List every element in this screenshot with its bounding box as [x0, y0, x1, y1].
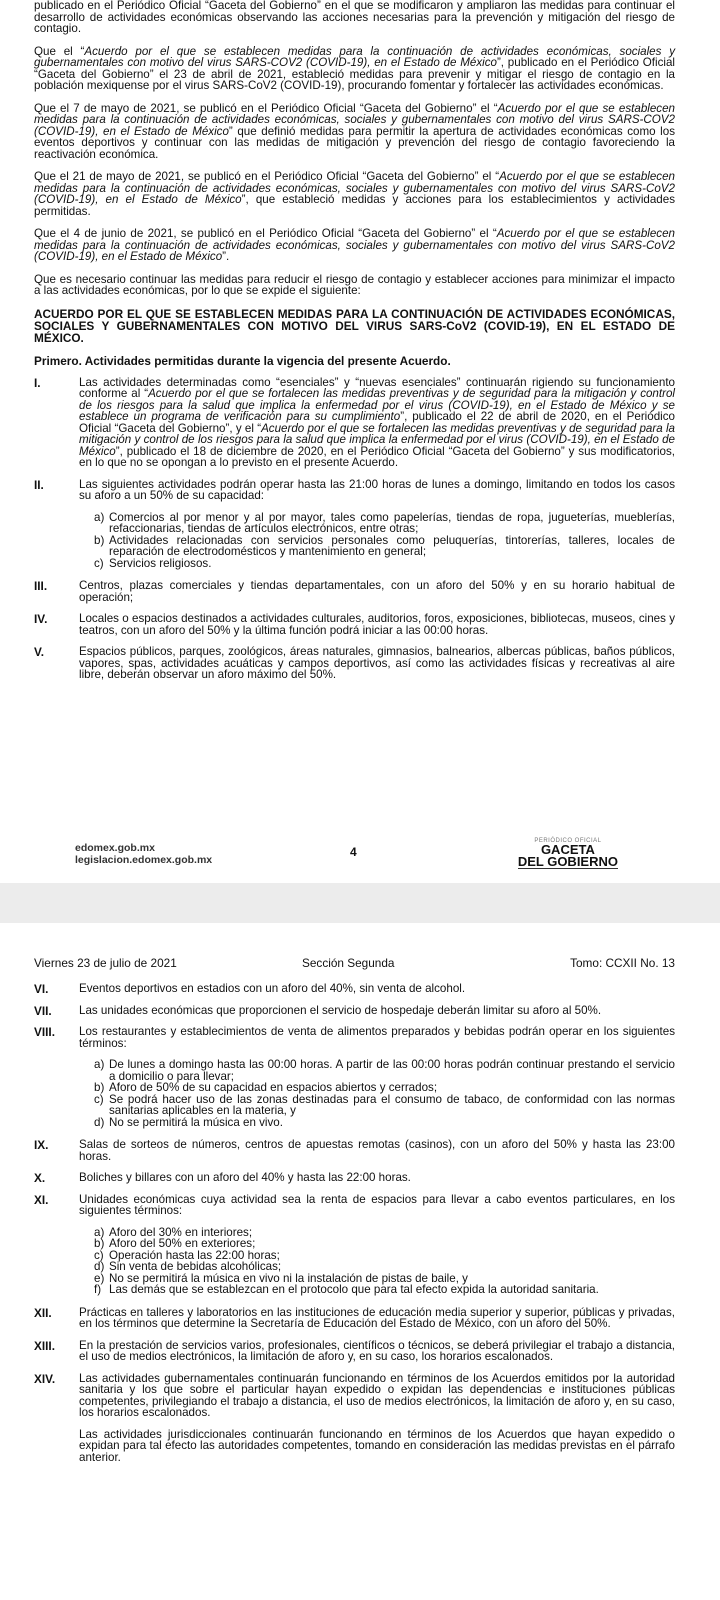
numbered-item-body [34, 1194, 675, 1217]
text-run: Que el 4 de junio de 2021, se publicó en el Periódico Oficial “Gaceta del Gobierno” el “ [34, 227, 497, 240]
sub-item [94, 1059, 675, 1082]
sub-item-text: Aforo de 50% de su capacidad en espacios abiertos y cerrados; [109, 1081, 438, 1094]
sub-item-letter: b) [94, 1237, 105, 1250]
numbered-item [34, 580, 675, 603]
numbered-item [34, 613, 675, 636]
text-run: Las siguientes actividades podrán operar hasta las 21:00 horas de lunes a domingo, limitando en todos los casos su aforo a un 50% de su capacidad: [79, 477, 675, 502]
numbered-item-body [34, 1172, 675, 1184]
gaceta-logo [518, 838, 618, 869]
item-roman-numeral: IX. [34, 1138, 49, 1152]
preamble-paragraph [34, 171, 675, 217]
sub-list [34, 1059, 675, 1128]
numbered-item-body [34, 1373, 675, 1419]
sub-item-letter: a) [94, 1058, 105, 1071]
sub-item-letter: c) [94, 1248, 104, 1262]
item-text [79, 377, 675, 469]
numbered-item [34, 983, 675, 995]
agreement-name-italic: Acuerdo por el que se establecen medidas para la continuación de actividades económicas, sociales y gubernamentales con motivo del virus SARS-CoV2 (COVID-19), en el Estado de México [34, 170, 675, 206]
item-text: Salas de sorteos de números, centros de apuestas remotas (casinos), con un aforo del 50% y hasta las 23:00 horas. [79, 1138, 675, 1163]
text-run: ”, publicado el 22 de abril de 2020, en el Periódico Oficial “Gaceta del Gobierno”, y el “ [79, 410, 675, 435]
sub-item-text: Aforo del 30% en interiores; [109, 1225, 253, 1239]
sub-list [34, 1227, 675, 1296]
sub-item [94, 1117, 675, 1129]
sub-item [94, 512, 675, 535]
numbered-item-body [34, 580, 675, 603]
sub-item-text: Operación hasta las 22:00 horas; [109, 1248, 280, 1262]
section-subtitle: Primero. Actividades permitidas durante la vigencia del presente Acuerdo. [34, 353, 451, 368]
site-link-edomex[interactable]: edomex.gob.mx [75, 842, 155, 854]
sub-item-letter: e) [94, 1271, 105, 1285]
item-roman-numeral: I. [34, 375, 41, 390]
agreement-name-italic: Acuerdo por el que se establecen medidas para la continuación de actividades económicas, sociales y gubernamentales con motivo del virus SARS-COV2 (COVID-19), en el Estado de México [34, 44, 676, 69]
numbered-item [34, 646, 675, 681]
numbered-item [34, 1005, 675, 1017]
sub-item [94, 1284, 675, 1296]
numbered-item [34, 1373, 675, 1419]
numbered-item-body [34, 1307, 675, 1330]
text-run: ”. [222, 250, 230, 263]
sub-item-text: Comercios al por menor y al por mayor, tales como papelerías, tiendas de ropa, jugueterías, mueblerías, refaccionarias, tiendas de artículos electrónicos, entre otras; [109, 510, 675, 535]
item-roman-numeral: XIV. [34, 1371, 56, 1386]
item-text: Las unidades económicas que proporcionen el servicio de hospedaje deberán limitar su aforo al 50%. [79, 1003, 602, 1017]
closing-paragraph: Las actividades jurisdiccionales continuarán funcionando en términos de los Acuerdos que hayan expedido o expidan para tal efecto las autoridades competentes, tomando en consideración las medidas previstas en el párrafo anterior. [79, 1427, 675, 1464]
sub-item [94, 558, 675, 570]
sub-item-text: Las demás que se establezcan en el protocolo que para tal efecto expida la autoridad sanitaria. [109, 1283, 599, 1296]
text-run: ”, publicado en el Periódico Oficial “Gaceta del Gobierno” el 23 de abril de 2021, estableció medidas para prevenir y mitigar el riesgo de contagio en la población mexiquense por el virus SARS-CoV2 (COVID-19), procurando fomentar y fortalecer las actividades económicas. [34, 56, 675, 92]
site-link-legislacion[interactable]: legislacion.edomex.gob.mx [75, 854, 213, 866]
header-tome: Tomo: CCXII No. 13 [570, 956, 675, 970]
agreement-name-italic: Acuerdo por el que se establecen medidas para la continuación de actividades económicas, sociales y gubernamentales con motivo del virus SARS-CoV2 (COVID-19), en el Estado de México [34, 227, 675, 263]
numbered-item-body [34, 983, 675, 995]
sub-item-letter: d) [94, 1260, 105, 1273]
preamble-paragraph [34, 103, 675, 161]
sub-item-text: Sin venta de bebidas alcohólicas; [109, 1260, 282, 1273]
header-date: Viernes 23 de julio de 2021 [34, 956, 177, 970]
sub-item-text: No se permitirá la música en vivo ni la instalación de pistas de baile, y [109, 1271, 468, 1285]
item-roman-numeral: IV. [34, 612, 48, 626]
sub-item-letter: b) [94, 533, 105, 547]
item-roman-numeral: V. [34, 645, 45, 659]
numbered-item [34, 1172, 675, 1184]
logo-small-text: PERIÓDICO OFICIAL [534, 838, 602, 844]
sub-list [34, 512, 675, 570]
numbered-item-body [34, 377, 675, 469]
sub-item-text: No se permitirá la música en vivo. [109, 1115, 283, 1129]
sub-item-letter: c) [94, 1092, 104, 1106]
sub-item-text: Aforo del 50% en exteriores; [109, 1237, 256, 1250]
text-run: Centros, plazas comerciales y tiendas departamentales, con un aforo del 50% y en su horario habitual de operación; [79, 579, 675, 604]
agreement-title: ACUERDO POR EL QUE SE ESTABLECEN MEDIDAS PARA LA CONTINUACIÓN DE ACTIVIDADES ECONÓMICAS, SOCIALES Y GUBERNAMENTALES CON MOTIVO DEL VIRUS SARS-CoV2 (COVID-19), EN EL ESTADO DE MÉXICO. [34, 306, 675, 345]
numbered-item-body [34, 1340, 675, 1363]
numbered-item-body [34, 646, 675, 681]
preamble-paragraph [34, 0, 675, 35]
item-roman-numeral: II. [34, 477, 44, 492]
item-roman-numeral: VII. [34, 1003, 52, 1018]
sub-item-letter: b) [94, 1081, 105, 1094]
numbered-item [34, 479, 675, 570]
sub-item-text: Se podrá hacer uso de las zonas destinadas para el consumo de tabaco, de conformidad con las normas sanitarias aplicables en la materia, y [109, 1092, 675, 1117]
agreement-name-italic: Acuerdo por el que se establecen medidas para la continuación de actividades económicas, sociales y gubernamentales con motivo del virus SARS-COV2 (COVID-19), en el Estado de México [34, 101, 675, 138]
numbered-item [34, 1194, 675, 1296]
item-text: Unidades económicas cuya actividad sea la renta de espacios para llevar a cabo eventos particulares, en los siguientes términos: [79, 1192, 675, 1217]
numbered-item-body [34, 479, 675, 502]
document-page-5 [0, 923, 720, 1600]
preamble-paragraph [34, 46, 675, 92]
preamble-paragraph [34, 274, 675, 297]
sub-item-letter: a) [94, 510, 105, 524]
item-roman-numeral: VIII. [34, 1025, 55, 1039]
agreement-name-italic: Acuerdo por el que se fortalecen las medidas preventivas y de seguridad para la mitigación y control de los riesgos para la salud que implica la enfermedad por el virus (COVID-19), en el Estado de México [79, 421, 675, 458]
text-run: Que es necesario continuar las medidas para reducir el riesgo de contagio y establecer acciones para minimizar el impacto a las actividades económicas, por lo que se expide el siguiente: [34, 272, 675, 297]
sub-item [94, 1238, 675, 1250]
logo-line-2: DEL GOBIERNO [517, 854, 618, 869]
numbered-item [34, 1139, 675, 1162]
item-text [79, 580, 675, 603]
page-footer [0, 838, 720, 883]
sub-item-text: Actividades relacionadas con servicios personales como peluquerías, tintorerías, talleres, locales de reparación de electrodomésticos y mantenimiento en general; [109, 533, 675, 558]
numbered-item-body [34, 1005, 675, 1017]
sub-item-letter: a) [94, 1225, 105, 1239]
numbered-item-body [34, 1139, 675, 1162]
sub-item-letter: f) [94, 1283, 102, 1296]
page-4-content [34, 0, 675, 691]
agreement-name-italic: Acuerdo por el que se fortalecen las medidas preventivas y de seguridad para la mitigación y control de los riesgos para la salud que implica la enfermedad por el virus (COVID-19), en el Estado de México y se establece un programa de verificación para su cumplimiento [79, 387, 675, 423]
sub-item-letter: c) [94, 556, 104, 570]
text-run: ” que definió medidas para permitir la apertura de actividades económicas como los eventos deportivos y continuar con las medidas de mitigación y prevención del riesgo de contagio favoreciendo la reactivación económica. [34, 124, 675, 161]
activity-list-page-5 [34, 983, 675, 1419]
text-run: Espacios públicos, parques, zoológicos, áreas naturales, gimnasios, balnearios, albercas públicas, baños públicos, vapores, spas, actividades acuáticas y campos deportivos, así como las actividades físicas y recreativas al aire libre, deberán observar un aforo máximo del 50%. [79, 645, 675, 681]
activity-list-page-4 [34, 377, 675, 681]
text-run: ”, publicado el 18 de diciembre de 2020, en el Periódico Oficial “Gaceta del Gobierno” y sus modificatorios, en lo que no se opongan a lo previsto en el presente Acuerdo. [79, 444, 675, 469]
item-roman-numeral: XI. [34, 1192, 49, 1207]
item-text [79, 613, 675, 636]
logo-line-1: GACETA [540, 842, 595, 857]
sub-item [94, 1094, 675, 1117]
item-text [79, 646, 675, 681]
item-roman-numeral: XII. [34, 1305, 52, 1320]
preamble-paragraph [34, 228, 675, 263]
sub-item-letter: d) [94, 1115, 105, 1129]
numbered-item-body [34, 1026, 675, 1049]
sub-item-text: Servicios religiosos. [109, 556, 212, 570]
numbered-item [34, 377, 675, 469]
page-header [34, 956, 675, 976]
preamble-paragraphs [34, 0, 675, 297]
item-text: Las actividades gubernamentales continuarán funcionando en términos de los Acuerdos emitidos por la autoridad sanitaria y los que sobre el particular hayan expedido o expidan las dependencias e instituciones públicas competentes, privilegiando el trabajo a distancia, el uso de medios electrónicos, la limitación de aforo y, en su caso, los horarios escalonados. [79, 1371, 675, 1419]
page-separator [0, 883, 720, 923]
numbered-item-body [34, 613, 675, 636]
numbered-item [34, 1340, 675, 1363]
text-run: Que el 7 de mayo de 2021, se publicó en el Periódico Oficial “Gaceta del Gobierno” el “ [34, 101, 498, 115]
item-text: Eventos deportivos en estadios con un aforo del 40%, sin venta de alcohol. [79, 982, 466, 995]
item-text: Boliches y billares con un aforo del 40% y hasta las 22:00 horas. [79, 1171, 411, 1184]
sub-item [94, 1261, 675, 1273]
item-roman-numeral: XIII. [34, 1338, 55, 1353]
text-run: publicado en el Periódico Oficial “Gaceta del Gobierno” en el que se modificaron y ampliaron las medidas para continuar el desarrollo de actividades económicas observando las acciones necesarias para la prevención y mitigación del riesgo de contagio. [34, 0, 675, 35]
text-run: Que el 21 de mayo de 2021, se publicó en el Periódico Oficial “Gaceta del Gobierno” el “ [34, 170, 500, 183]
sub-item [94, 535, 675, 558]
page-number: 4 [350, 845, 357, 859]
page-5-content [34, 983, 675, 1463]
sub-item-text: De lunes a domingo hasta las 00:00 horas. A partir de las 00:00 horas podrán continuar prestando el servicio a domicilio o para llevar; [109, 1058, 675, 1083]
text-run: Locales o espacios destinados a actividades culturales, auditorios, foros, exposiciones, bibliotecas, museos, cines y teatros, con un aforo del 50% y la última función podrá iniciar a las 00:00 horas. [79, 612, 675, 637]
text-run: ”, que estableció medidas y acciones para los establecimientos y actividades permitidas. [34, 193, 675, 218]
text-run: Que el “ [34, 44, 85, 58]
header-section: Sección Segunda [302, 956, 395, 970]
item-roman-numeral: III. [34, 579, 48, 593]
item-roman-numeral: X. [34, 1171, 46, 1185]
item-text: Prácticas en talleres y laboratorios en las instituciones de educación media superior y superior, públicas y privadas, en los términos que determine la Secretaría de Educación del Estado de México, con un aforo del 50%. [79, 1305, 675, 1330]
item-text: Los restaurantes y establecimientos de venta de alimentos preparados y bebidas podrán operar en los siguientes términos: [79, 1025, 675, 1050]
item-roman-numeral: VI. [34, 982, 49, 996]
numbered-item [34, 1026, 675, 1128]
numbered-item [34, 1307, 675, 1330]
sub-item [94, 1082, 675, 1094]
text-run: Las actividades determinadas como “esenciales” y “nuevas esenciales” continuarán rigiendo su funcionamiento conforme al “ [79, 375, 675, 400]
item-text: En la prestación de servicios varios, profesionales, científicos o técnicos, se deberá privilegiar el trabajo a distancia, el uso de medios electrónicos, la limitación de aforo y, en su caso, los horarios escalonados. [79, 1338, 675, 1363]
item-text [79, 479, 675, 502]
